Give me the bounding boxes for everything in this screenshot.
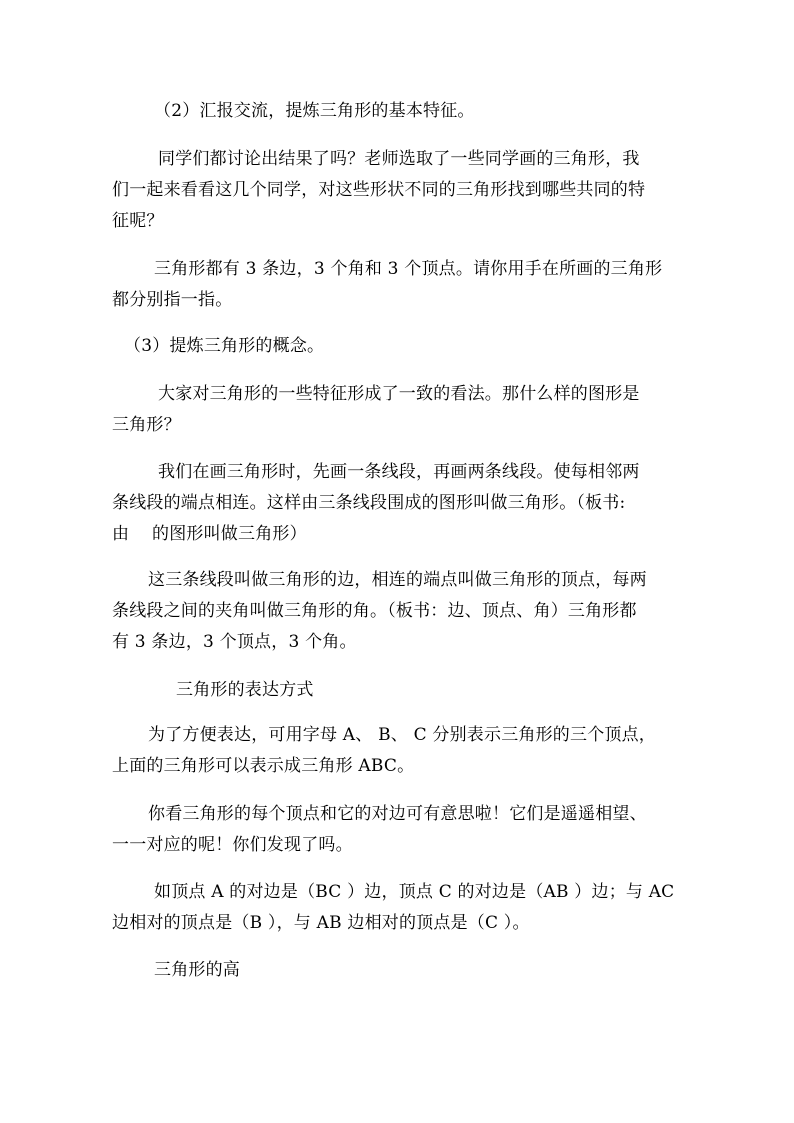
paragraph-line: 如顶点 A 的对边是（BC ）边，顶点 C 的对边是（AB ）边；与 AC <box>154 882 675 902</box>
paragraph-line: 三角形？ <box>112 415 181 435</box>
paragraph-line: 三角形都有 3 条边，3 个角和 3 个顶点。请你用手在所画的三角形 <box>154 259 663 279</box>
section-heading-concept: （3）提炼三角形的概念。 <box>124 336 325 356</box>
section-heading-height: 三角形的高 <box>154 960 240 980</box>
paragraph-line: 条线段之间的夹角叫做三角形的角。（板书：边、顶点、角）三角形都 <box>112 601 637 621</box>
paragraph-line: 为了方便表达，可用字母 A、 B、 C 分别表示三角形的三个顶点， <box>148 725 656 745</box>
paragraph-line: 都分别指一指。 <box>112 290 233 310</box>
paragraph-line: 大家对三角形的一些特征形成了一致的看法。那什么样的图形是 <box>158 384 640 404</box>
paragraph-line: 有 3 条边，3 个顶点，3 个角。 <box>112 632 357 652</box>
paragraph-line: 条线段的端点相连。这样由三条线段围成的图形叫做三角形。（板书: <box>112 493 626 513</box>
paragraph-line: 同学们都讨论出结果了吗？老师选取了一些同学画的三角形，我 <box>158 149 640 169</box>
paragraph-line: 征呢？ <box>112 211 164 231</box>
paragraph-line: 由 的图形叫做三角形） <box>112 524 307 544</box>
paragraph-line: 上面的三角形可以表示成三角形 ABC。 <box>112 756 415 776</box>
paragraph-line: 我们在画三角形时，先画一条线段，再画两条线段。使每相邻两 <box>158 462 640 482</box>
section-heading-notation: 三角形的表达方式 <box>176 680 314 700</box>
section-heading-report: （2）汇报交流，提炼三角形的基本特征。 <box>154 101 475 121</box>
paragraph-line: 边相对的顶点是（B ），与 AB 边相对的顶点是（C ）。 <box>112 913 530 933</box>
paragraph-line: 一一对应的呢！你们发现了吗。 <box>112 835 353 855</box>
paragraph-line: 你看三角形的每个顶点和它的对边可有意思啦！它们是遥遥相望、 <box>148 804 647 824</box>
paragraph-line: 这三条线段叫做三角形的边，相连的端点叫做三角形的顶点，每两 <box>148 570 647 590</box>
paragraph-line: 们一起来看看这几个同学，对这些形状不同的三角形找到哪些共同的特 <box>112 180 646 200</box>
